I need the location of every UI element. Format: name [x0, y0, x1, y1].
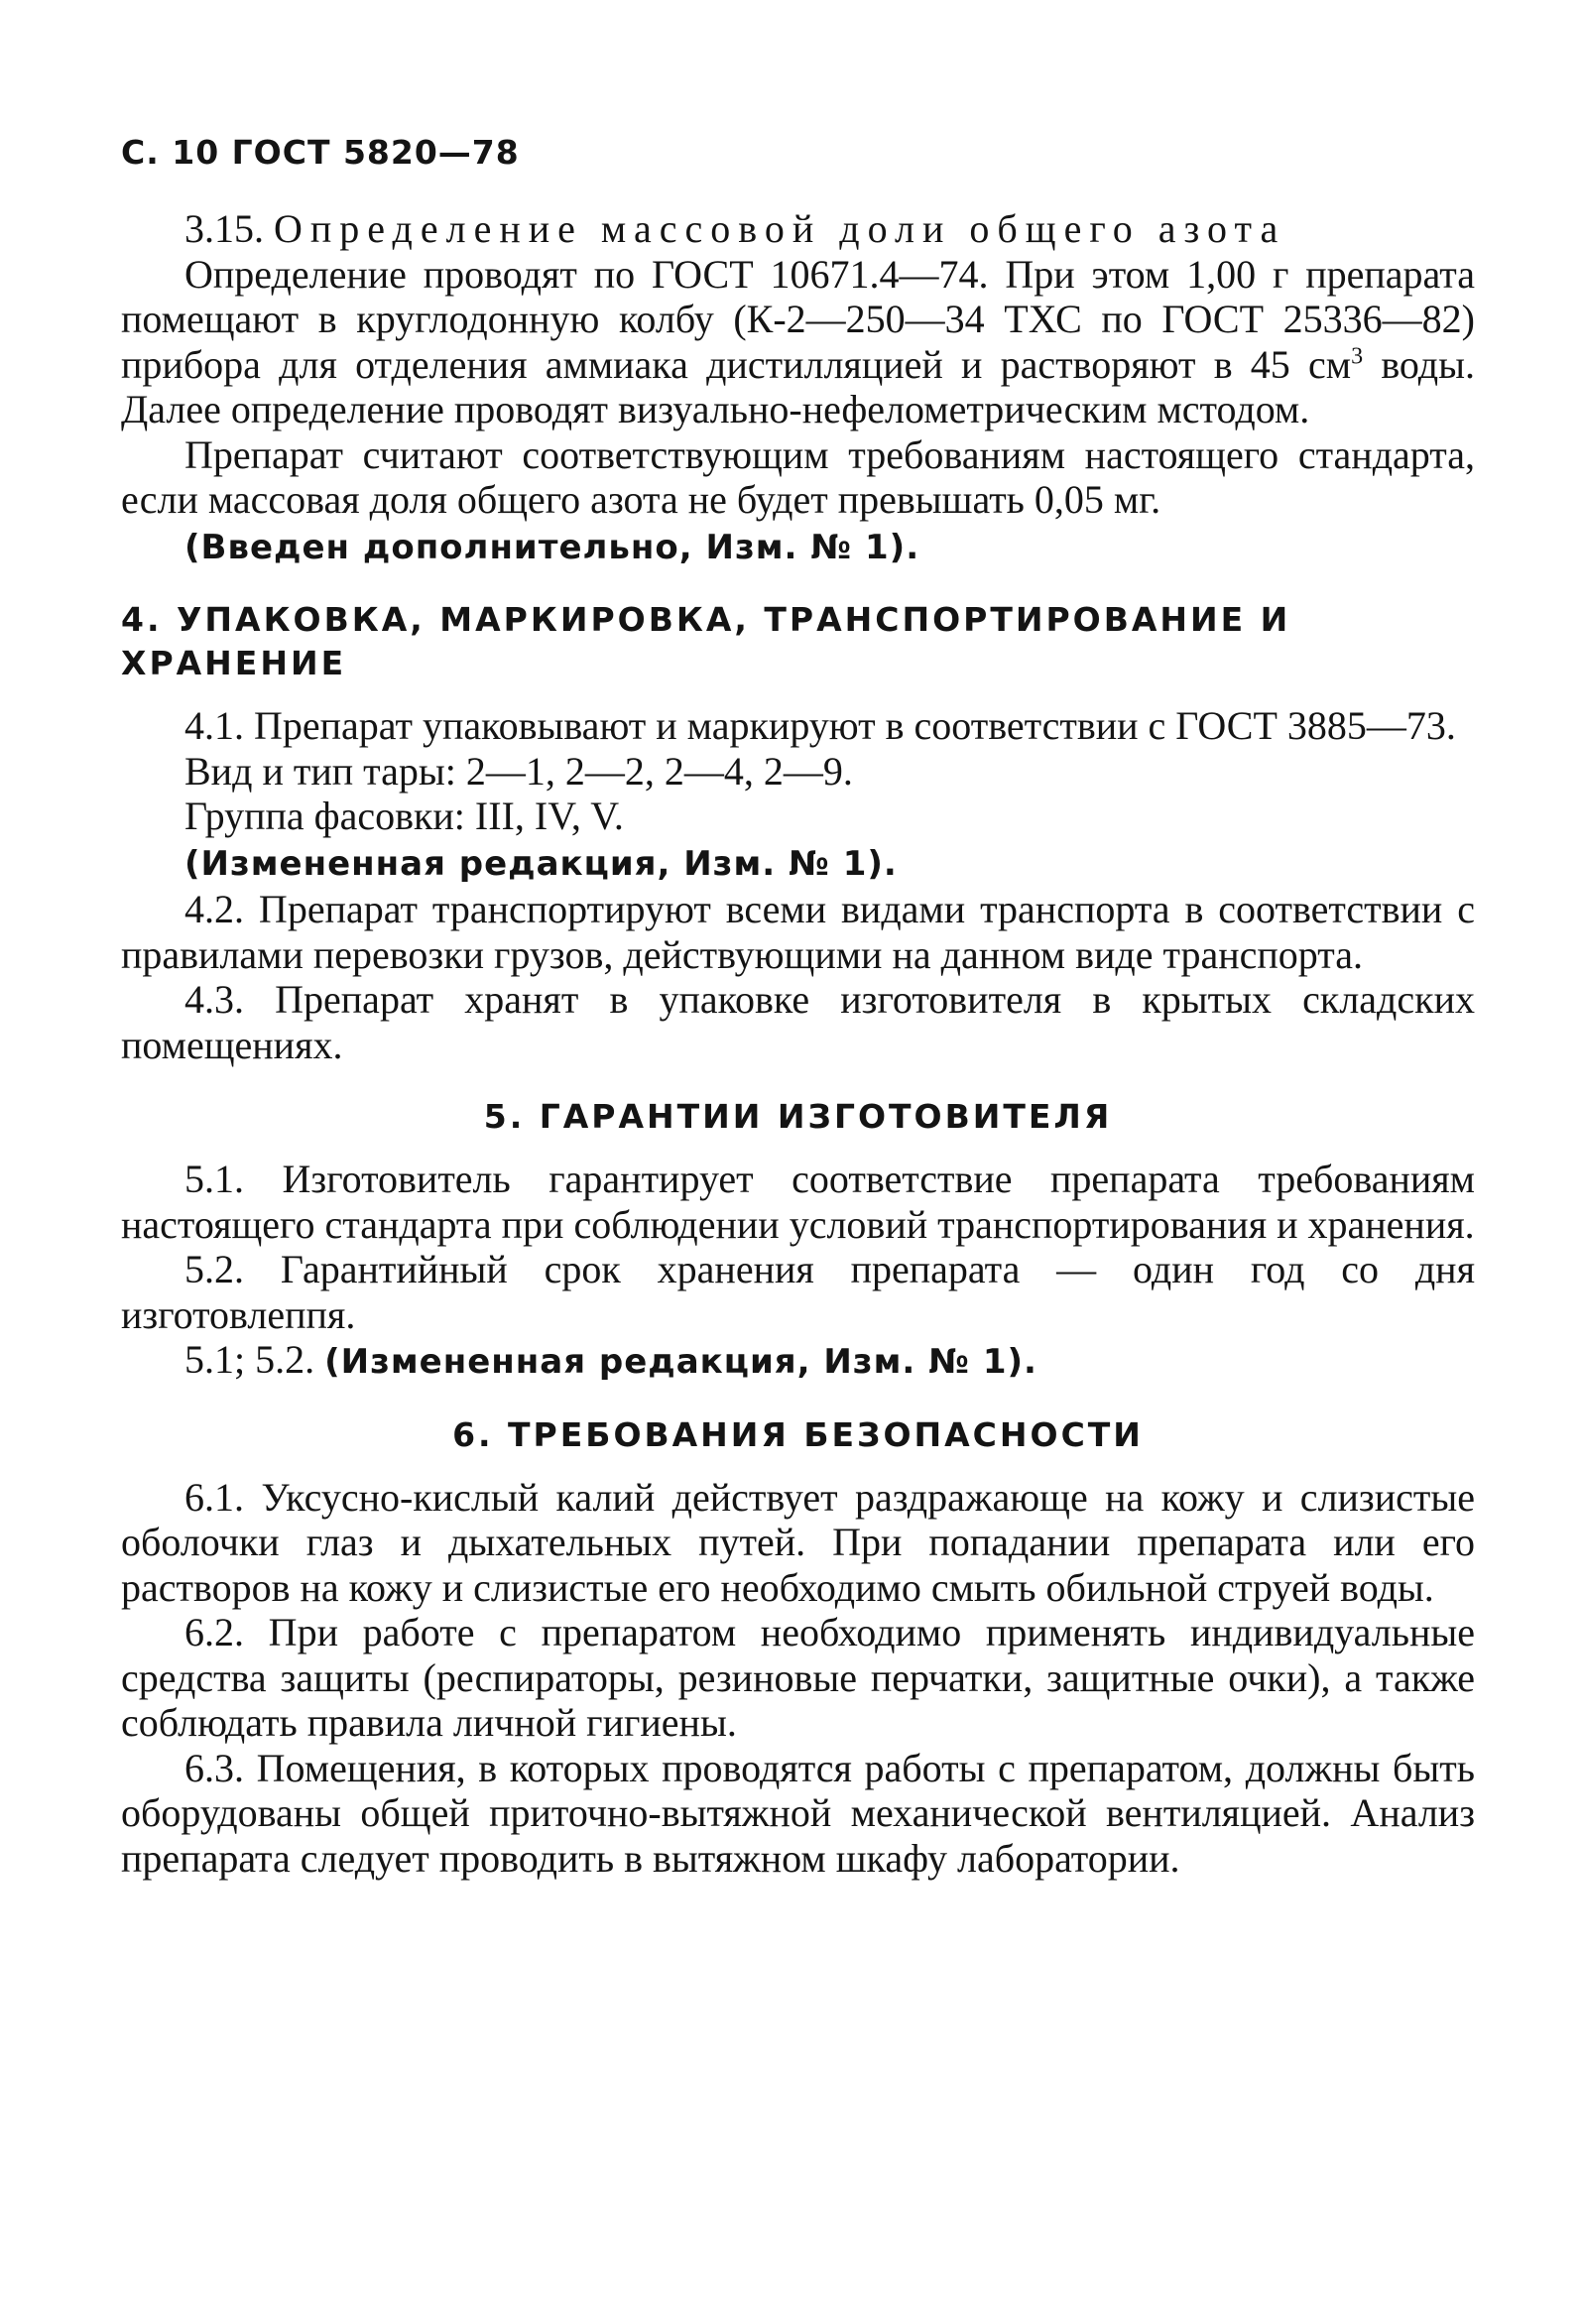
paragraph-text: Определение проводят по ГОСТ 10671.4—74. При этом 1,00 г препарата помещают в круглодонную колбу (К-2—250—34 ТХС по ГОСТ 25336—82) прибора для отделения аммиака дистилляцией и растворяют в 45 см	[121, 251, 1475, 387]
clause-3-15-paragraph-2: Препарат считают соответствующим требованиям настоящего стандарта, если массовая доля общего азота не будет превышать 0,05 мг.	[121, 431, 1475, 522]
amendment-note	[121, 839, 1475, 888]
clause-4-3: 4.3. Препарат хранят в упаковке изготовителя в крытых складских помещениях.	[121, 977, 1475, 1067]
amendment-note-text: (Измененная редакция, Изм. № 1).	[184, 843, 898, 884]
section-4-title: 4. УПАКОВКА, МАРКИРОВКА, ТРАНСПОРТИРОВАНИЕ И ХРАНЕНИЕ	[121, 600, 1291, 682]
section-6-title: 6. ТРЕБОВАНИЯ БЕЗОПАСНОСТИ	[452, 1414, 1144, 1454]
amendment-note-text: (Введен дополнительно, Изм. № 1).	[184, 527, 920, 567]
clause-6-1: 6.1. Уксусно-кислый калий действует раздражающе на кожу и слизистые оболочки глаз и дыхательных путей. При попадании препарата или его растворов на кожу и слизистые его необходимо смыть обильной струей воды.	[121, 1474, 1475, 1610]
clause-number: 3.15.	[184, 206, 264, 251]
section-5-title: 5. ГАРАНТИИ ИЗГОТОВИТЕЛЯ	[483, 1097, 1113, 1136]
clause-3-15-heading	[121, 206, 1475, 252]
clause-5-2: 5.2. Гарантийный срок хранения препарата — один год со дня изготовлеппя.	[121, 1247, 1475, 1337]
paragraph-text-continued: воды. Далее определение проводят визуально-нефелометрическим мстодом.	[121, 341, 1476, 431]
clause-4-1: 4.1. Препарат упаковывают и маркируют в соответствии с ГОСТ 3885—73.	[184, 703, 1456, 748]
clause-5-1: 5.1. Изготовитель гарантирует соответствие препарата требованиям настоящего стандарта при соблюдении условий транспортирования и хранения.	[121, 1157, 1475, 1247]
clause-title: Определение массовой доли общего азота	[274, 206, 1286, 251]
amendment-note	[121, 1337, 1475, 1386]
clause-4-1-container-type: Вид и тип тары: 2—1, 2—2, 2—4, 2—9.	[184, 748, 853, 794]
amendment-note-prefix: 5.1; 5.2.	[184, 1337, 325, 1382]
clause-6-2: 6.2. При работе с препаратом необходимо применять индивидуальные средства защиты (респираторы, резиновые перчатки, защитные очки), а также соблюдать правила личной гигиены.	[121, 1610, 1475, 1745]
superscript: 3	[1351, 343, 1364, 370]
clause-3-15-paragraph-1	[121, 252, 1475, 432]
clause-6-3: 6.3. Помещения, в которых проводятся работы с препаратом, должны быть оборудованы общей приточно-вытяжной механической вентиляцией. Анализ препарата следует проводить в вытяжном шкафу лаборатории.	[121, 1745, 1475, 1881]
clause-4-2: 4.2. Препарат транспортируют всеми видами транспорта в соответствии с правилами перевозки грузов, действующими на данном виде транспорта.	[121, 887, 1475, 977]
clause-4-1-packing-group: Группа фасовки: III, IV, V.	[184, 794, 624, 838]
page-header: С. 10 ГОСТ 5820—78	[121, 133, 520, 172]
amendment-note-text: (Измененная редакция, Изм. № 1).	[324, 1342, 1037, 1382]
amendment-note	[121, 523, 1475, 571]
document-body	[121, 206, 1475, 1881]
